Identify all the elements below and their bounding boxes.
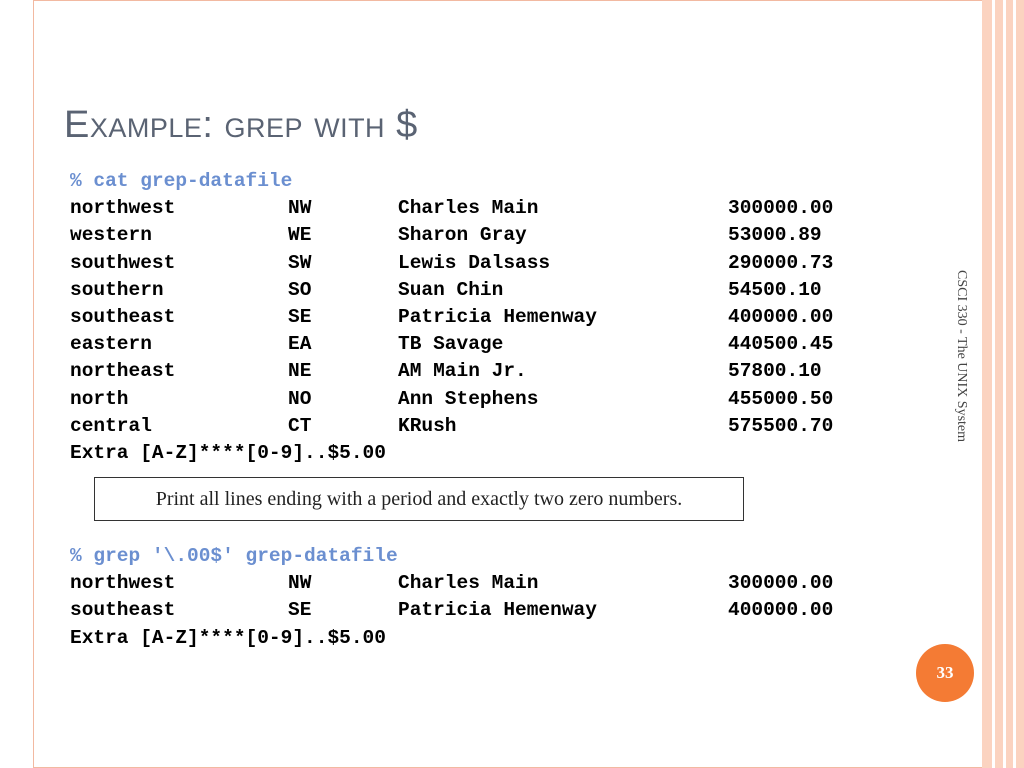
cat-output-block bbox=[70, 168, 833, 467]
name-cell: Patricia Hemenway bbox=[398, 306, 597, 329]
data-row bbox=[70, 413, 833, 440]
code-cell: NE bbox=[288, 360, 312, 383]
code-cell: SO bbox=[288, 278, 312, 301]
amount-cell: 57800.10 bbox=[728, 360, 822, 383]
grep-command: % grep '\.00$' grep-datafile bbox=[70, 545, 398, 567]
region-cell: southern bbox=[70, 278, 164, 301]
name-cell: Sharon Gray bbox=[398, 224, 527, 247]
amount-cell: 440500.45 bbox=[728, 333, 834, 356]
grep-output-block bbox=[70, 543, 833, 652]
data-row bbox=[70, 195, 833, 222]
data-row bbox=[70, 250, 833, 277]
cat-command: % cat grep-datafile bbox=[70, 170, 293, 192]
region-cell: western bbox=[70, 224, 152, 247]
code-cell: NW bbox=[288, 572, 312, 595]
name-cell: TB Savage bbox=[398, 333, 504, 356]
region-cell: eastern bbox=[70, 333, 152, 356]
left-border bbox=[0, 0, 34, 768]
amount-cell: 54500.10 bbox=[728, 278, 822, 301]
amount-cell: 400000.00 bbox=[728, 599, 834, 622]
callout-box bbox=[94, 477, 744, 521]
result-row bbox=[70, 570, 833, 597]
amount-cell: 300000.00 bbox=[728, 572, 834, 595]
region-cell: southeast bbox=[70, 599, 176, 622]
code-cell: SW bbox=[288, 251, 312, 274]
data-row bbox=[70, 277, 833, 304]
data-row bbox=[70, 222, 833, 249]
result-extra-line: Extra [A-Z]****[0-9]..$5.00 bbox=[70, 626, 386, 649]
amount-cell: 400000.00 bbox=[728, 306, 834, 329]
slide-title: Example: grep with $ bbox=[64, 104, 418, 146]
code-cell: CT bbox=[288, 414, 312, 437]
top-border bbox=[34, 0, 982, 1]
name-cell: KRush bbox=[398, 414, 457, 437]
code-cell: SE bbox=[288, 599, 312, 622]
amount-cell: 575500.70 bbox=[728, 414, 834, 437]
code-cell: NW bbox=[288, 197, 312, 220]
region-cell: north bbox=[70, 387, 129, 410]
extra-line: Extra [A-Z]****[0-9]..$5.00 bbox=[70, 442, 386, 465]
data-row bbox=[70, 358, 833, 385]
name-cell: Patricia Hemenway bbox=[398, 599, 597, 622]
amount-cell: 300000.00 bbox=[728, 197, 834, 220]
data-rows bbox=[70, 195, 833, 440]
name-cell: Ann Stephens bbox=[398, 387, 539, 410]
name-cell: Suan Chin bbox=[398, 278, 504, 301]
amount-cell: 53000.89 bbox=[728, 224, 822, 247]
right-border-stripe bbox=[992, 0, 995, 768]
region-cell: northwest bbox=[70, 572, 176, 595]
name-cell: Charles Main bbox=[398, 572, 539, 595]
data-row bbox=[70, 304, 833, 331]
code-cell: WE bbox=[288, 224, 312, 247]
amount-cell: 290000.73 bbox=[728, 251, 834, 274]
amount-cell: 455000.50 bbox=[728, 387, 834, 410]
callout-text: Print all lines ending with a period and exactly two zero numbers. bbox=[155, 487, 683, 510]
right-border-stripe bbox=[1013, 0, 1016, 768]
right-border-stripe bbox=[1003, 0, 1006, 768]
name-cell: AM Main Jr. bbox=[398, 360, 527, 383]
name-cell: Charles Main bbox=[398, 197, 539, 220]
name-cell: Lewis Dalsass bbox=[398, 251, 551, 274]
result-rows bbox=[70, 570, 833, 624]
page-number-badge: 33 bbox=[916, 644, 974, 702]
region-cell: northwest bbox=[70, 197, 176, 220]
data-row bbox=[70, 331, 833, 358]
region-cell: northeast bbox=[70, 360, 176, 383]
footer-course-label: CSCI 330 - The UNIX System bbox=[954, 270, 969, 443]
data-row bbox=[70, 386, 833, 413]
region-cell: central bbox=[70, 414, 152, 437]
result-row bbox=[70, 597, 833, 624]
region-cell: southeast bbox=[70, 306, 176, 329]
code-cell: NO bbox=[288, 387, 312, 410]
code-cell: EA bbox=[288, 333, 312, 356]
code-cell: SE bbox=[288, 306, 312, 329]
region-cell: southwest bbox=[70, 251, 176, 274]
